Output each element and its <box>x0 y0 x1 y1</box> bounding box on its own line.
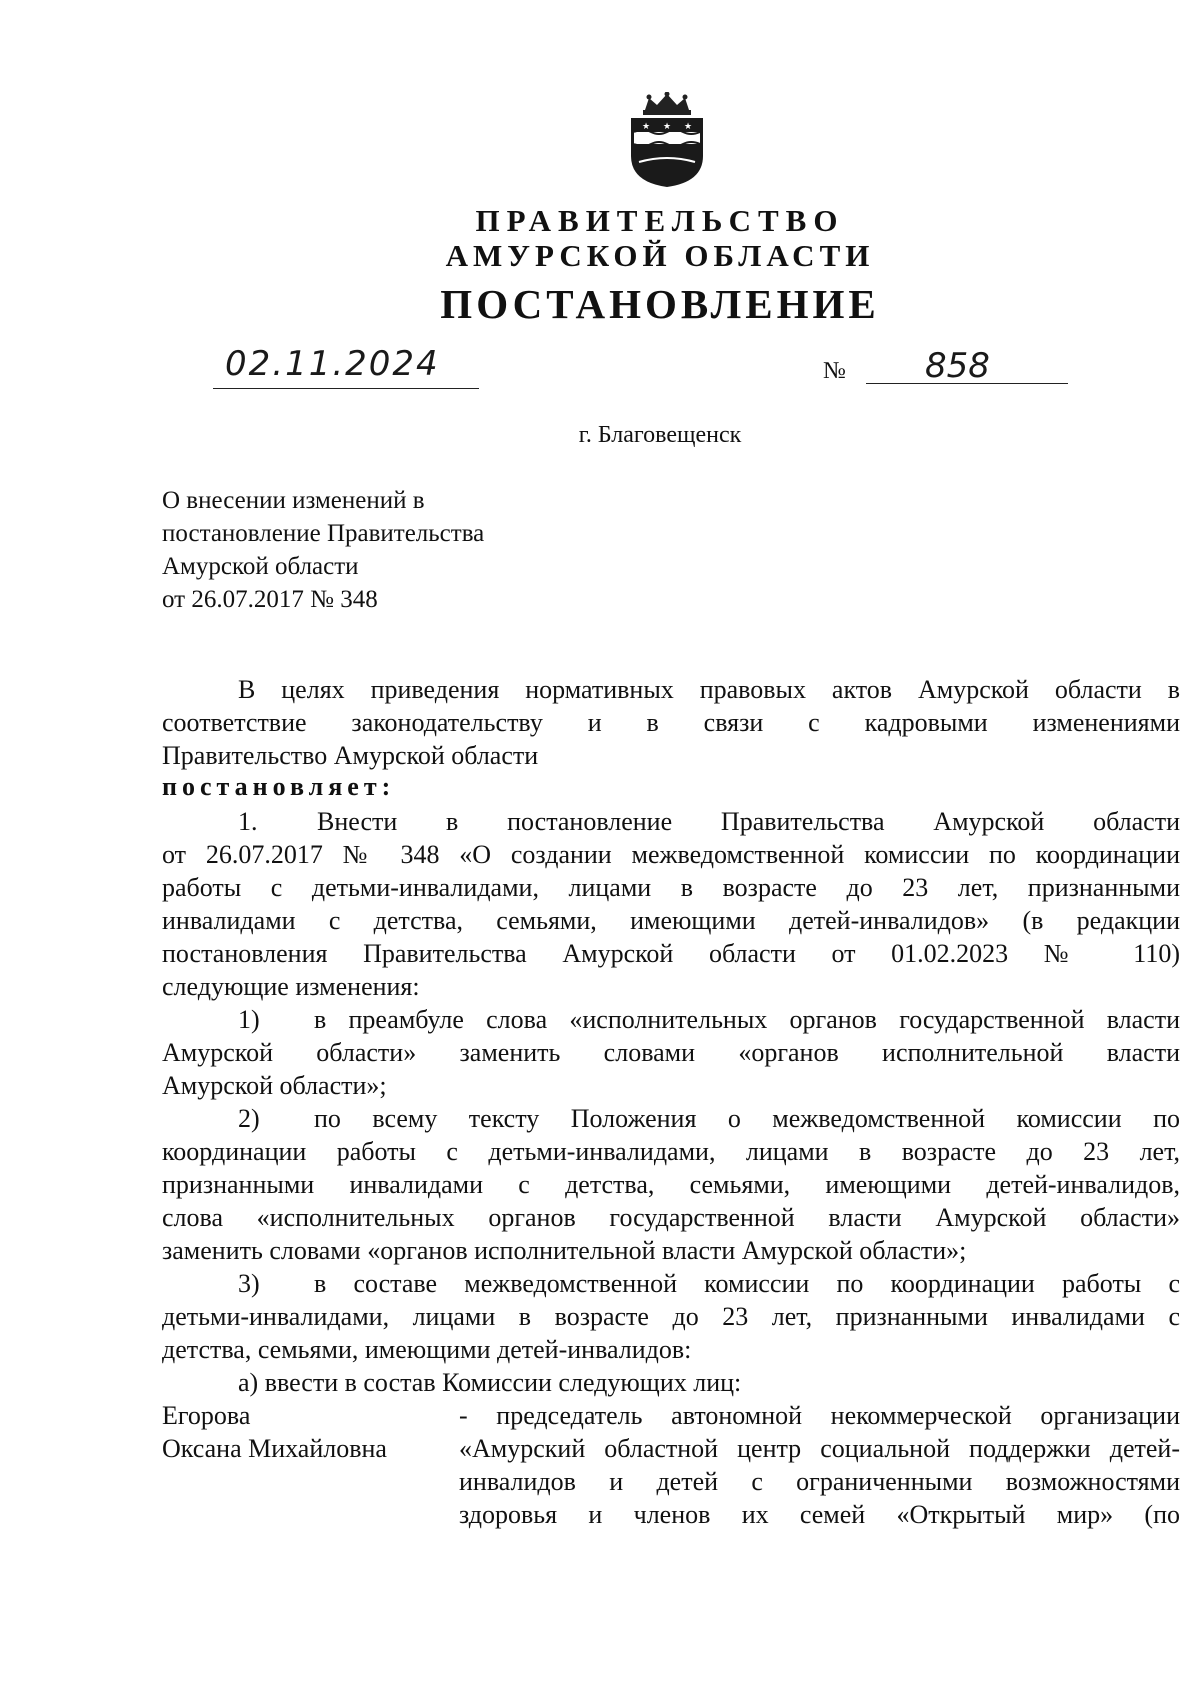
subitem-text: по всему тексту Положения о межведомственной комиссии по <box>314 1104 1180 1133</box>
organization-name-line1: ПРАВИТЕЛЬСТВО <box>475 203 845 238</box>
text-line: соответствие законодательству и в связи с кадровыми изменениями <box>162 708 1180 737</box>
text-line: а) ввести в состав Комиссии следующих лиц: <box>238 1368 742 1397</box>
document-type-title: ПОСТАНОВЛЕНИЕ <box>440 281 880 327</box>
organization-name-line2: АМУРСКОЙ ОБЛАСТИ <box>445 238 875 273</box>
text-line: Амурской области»; <box>162 1071 387 1100</box>
handwritten-number: 858 <box>925 346 990 386</box>
text-line <box>162 1102 1180 1135</box>
text-line: постановления Правительства Амурской области от 01.02.2023 № 110) <box>162 939 1180 968</box>
subitem-text: в преамбуле слова «исполнительных органов государственной власти <box>314 1005 1180 1034</box>
subject-line: постановление Правительства <box>162 520 485 547</box>
text-line: работы с детьми-инвалидами, лицами в возрасте до 23 лет, признанными <box>162 873 1180 902</box>
text-line: инвалидов и детей с ограниченными возможностями <box>459 1467 1180 1496</box>
text-line: детьми-инвалидами, лицами в возрасте до 23 лет, признанными инвалидами с <box>162 1302 1180 1331</box>
subject-line: О внесении изменений в <box>162 487 425 514</box>
text-line: «Амурский областной центр социальной поддержки детей- <box>459 1434 1180 1463</box>
handwritten-date: 02.11.2024 <box>225 344 440 384</box>
text-line: - председатель автономной некоммерческой организации <box>459 1401 1180 1430</box>
member-given-names: Оксана Михайловна <box>162 1434 387 1463</box>
resolves-heading: постановляет: <box>162 772 396 801</box>
item-1 <box>162 805 1180 1399</box>
subitem-number: 3) <box>238 1269 260 1298</box>
coat-of-arms-emblem <box>623 92 711 188</box>
text-line: признанными инвалидами с детства, семьями, имеющими детей-инвалидов, <box>162 1170 1180 1199</box>
text-line: от 26.07.2017 № 348 «О создании межведомственной комиссии по координации <box>162 840 1180 869</box>
svg-text:★: ★ <box>642 122 651 132</box>
number-underline <box>866 383 1068 384</box>
subject-line: от 26.07.2017 № 348 <box>162 586 378 613</box>
text-line: координации работы с детьми-инвалидами, лицами в возрасте до 23 лет, <box>162 1137 1180 1166</box>
intro-paragraph <box>162 673 1180 772</box>
text-line: Правительство Амурской области <box>162 741 539 770</box>
date-underline <box>213 388 479 389</box>
text-line: детства, семьями, имеющими детей-инвалидов: <box>162 1335 692 1364</box>
text-line: слова «исполнительных органов государственной власти Амурской области» <box>162 1203 1180 1232</box>
member-surname: Егорова <box>162 1401 251 1430</box>
svg-text:★: ★ <box>663 122 672 132</box>
member-position <box>459 1399 1180 1531</box>
member-name <box>162 1399 442 1465</box>
text-line: здоровья и членов их семей «Открытый мир» (по <box>459 1500 1180 1529</box>
subject-line: Амурской области <box>162 553 359 580</box>
city: г. Благовещенск <box>578 422 742 448</box>
text-line <box>162 1267 1180 1300</box>
subitem-number: 1) <box>238 1005 260 1034</box>
subitem-number: 2) <box>238 1104 260 1133</box>
text-line: следующие изменения: <box>162 972 420 1001</box>
item-number: 1. <box>238 807 258 836</box>
svg-text:★: ★ <box>684 122 693 132</box>
text-line <box>162 805 1180 838</box>
subitem-text: в составе межведомственной комиссии по координации работы с <box>314 1269 1180 1298</box>
text-line <box>162 1003 1180 1036</box>
item-text: Внести в постановление Правительства Амурской области <box>317 807 1180 836</box>
text-line: заменить словами «органов исполнительной власти Амурской области»; <box>162 1236 967 1265</box>
text-line: инвалидами с детства, семьями, имеющими детей-инвалидов» (в редакции <box>162 906 1180 935</box>
text-line: Амурской области» заменить словами «органов исполнительной власти <box>162 1038 1180 1067</box>
text-line: В целях приведения нормативных правовых актов Амурской области в <box>238 675 1180 704</box>
number-label: № <box>823 358 846 384</box>
document-subject <box>162 484 582 616</box>
